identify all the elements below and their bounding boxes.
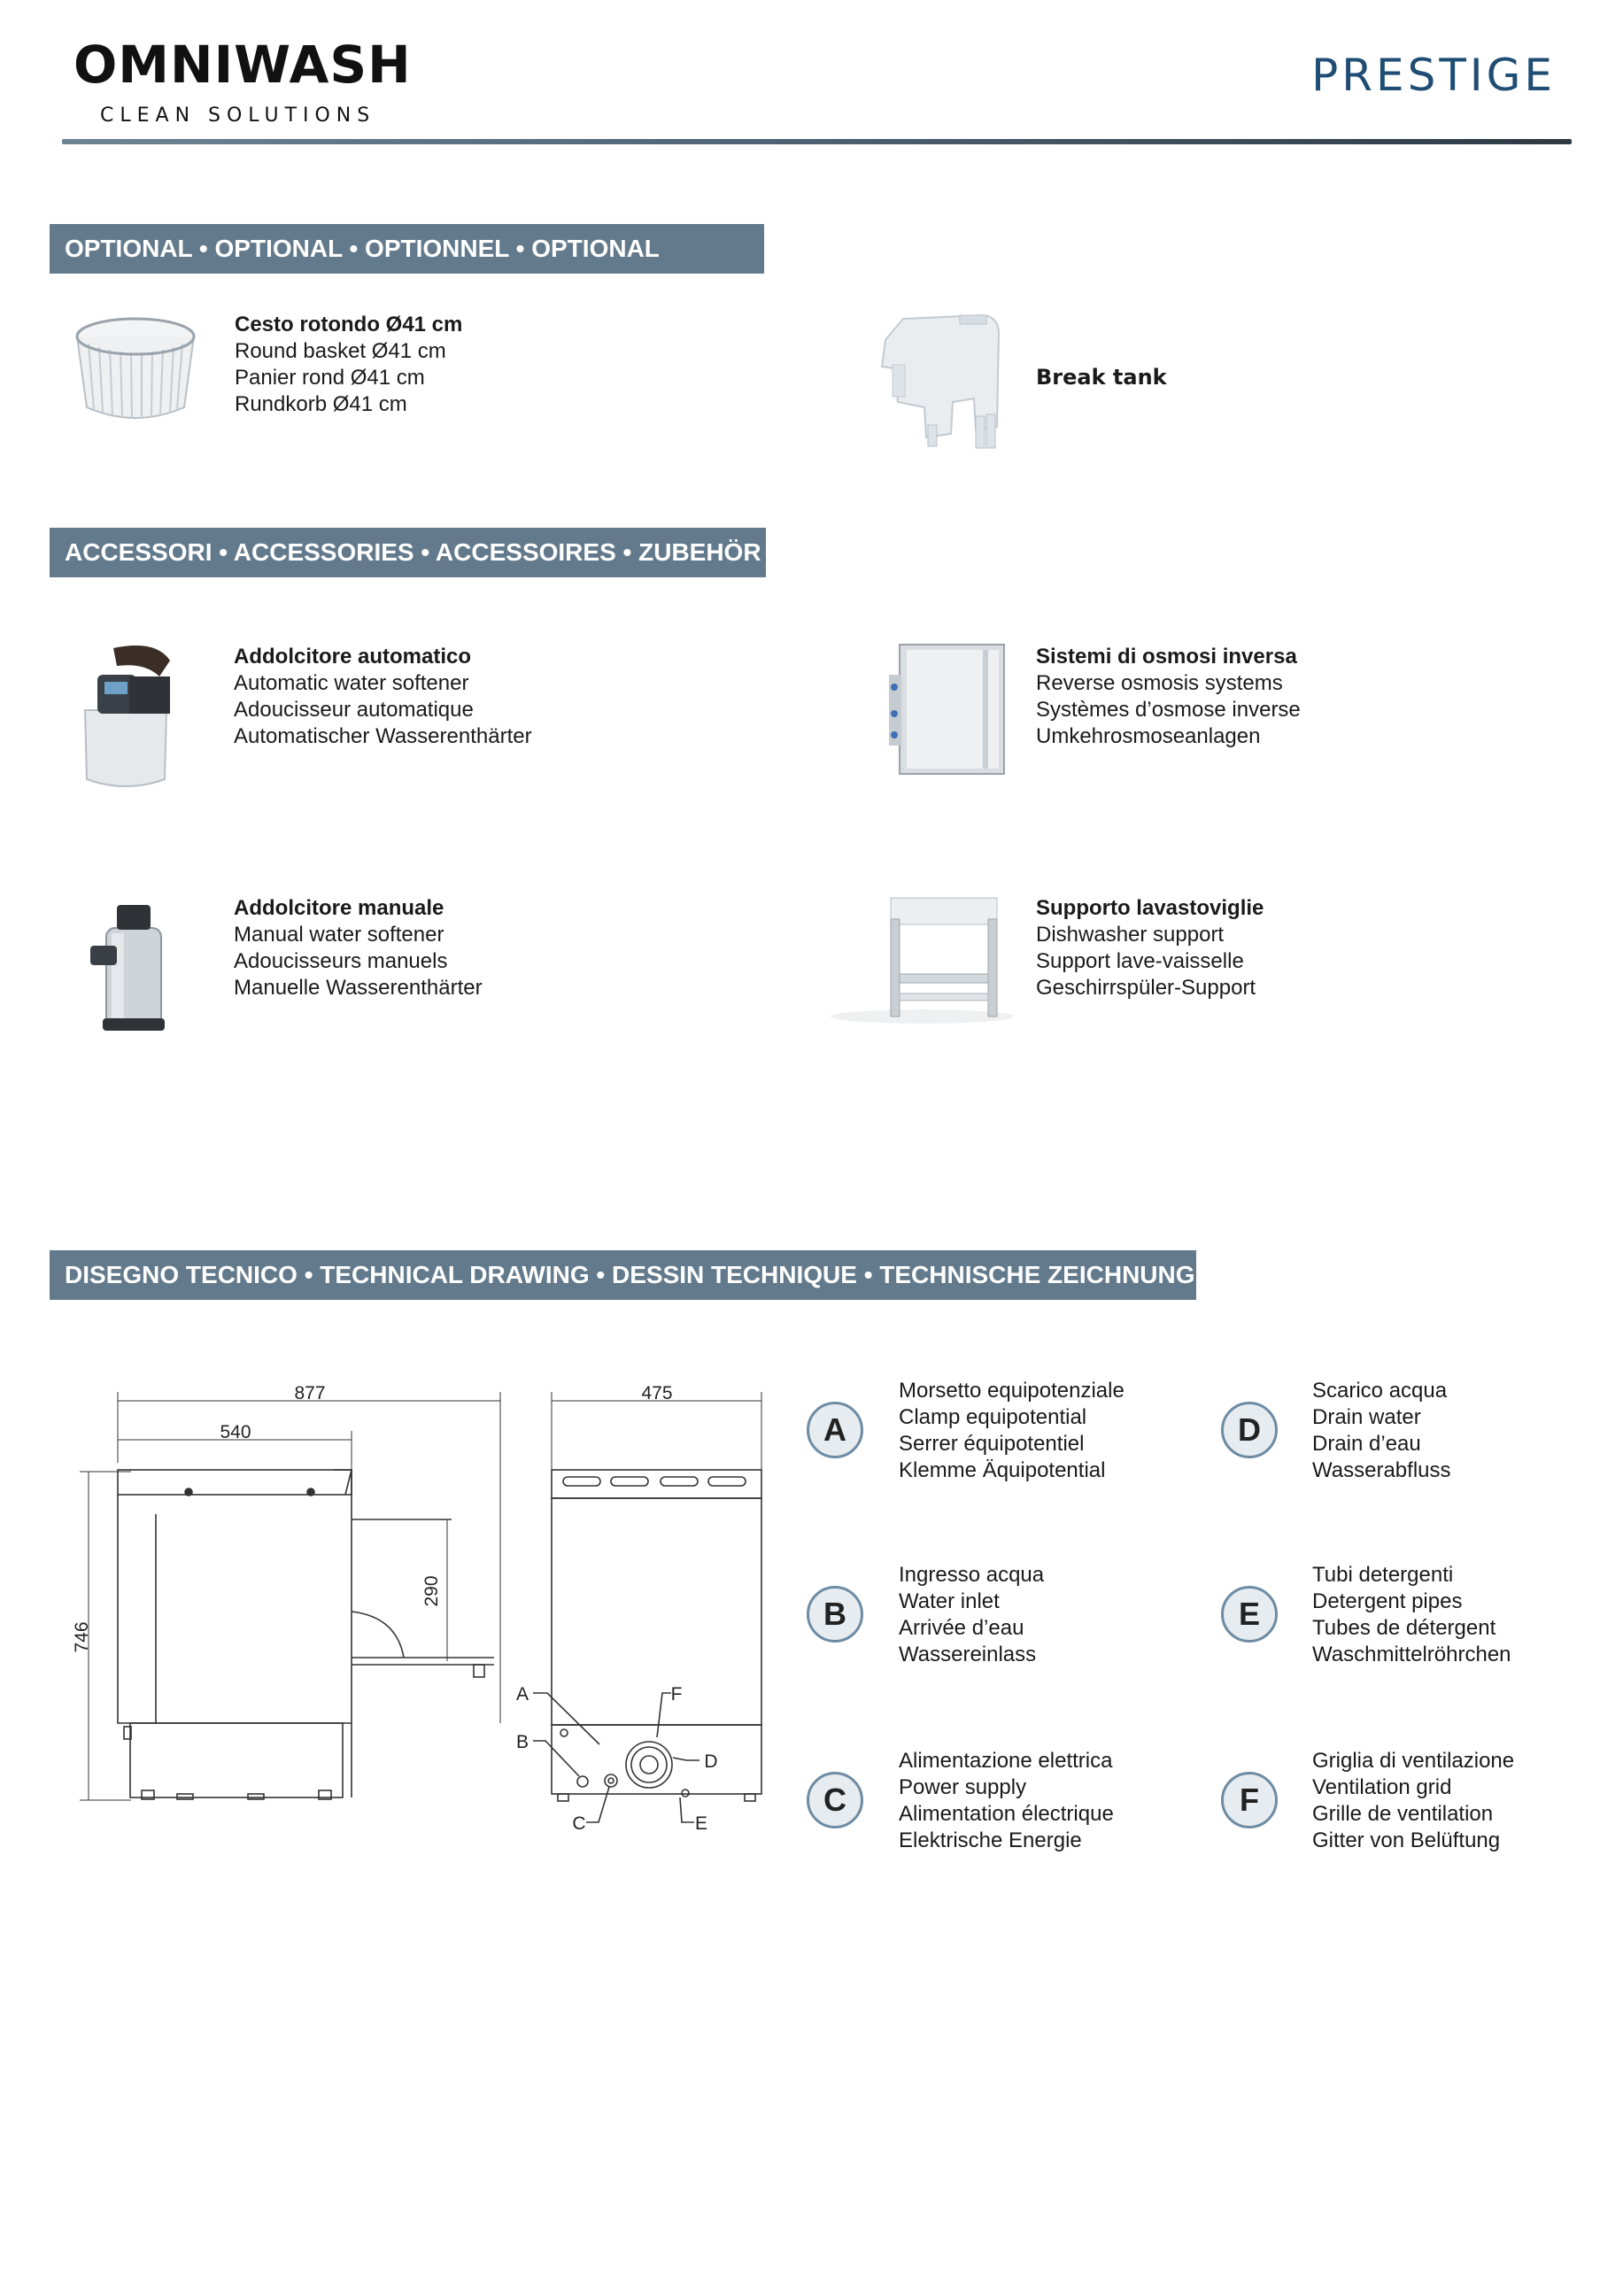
dim-total-width: 877 [294, 1383, 326, 1403]
header-divider [62, 139, 1572, 144]
manual-softener-image [85, 901, 182, 1036]
brand-name: PRESTIGE [1311, 50, 1556, 101]
legend-c-fr: Alimentation électrique [899, 1802, 1114, 1826]
legend-d-fr: Drain d’eau [1312, 1432, 1421, 1456]
legend-a-de: Klemme Äquipotential [899, 1458, 1106, 1482]
legend-e-text [1312, 1562, 1511, 1668]
legend-e-en: Detergent pipes [1312, 1589, 1463, 1613]
callout-c: C [572, 1813, 586, 1834]
round-basket-en: Round basket Ø41 cm [235, 339, 446, 363]
round-basket-title: Cesto rotondo Ø41 cm [235, 313, 463, 336]
legend-a-it: Morsetto equipotenziale [899, 1379, 1125, 1403]
round-basket-de: Rundkorb Ø41 cm [235, 392, 407, 416]
legend-b-it: Ingresso acqua [899, 1563, 1045, 1587]
callout-d: D [704, 1751, 718, 1772]
legend-d-badge: D [1221, 1402, 1278, 1458]
legend-d-it: Scarico acqua [1312, 1379, 1448, 1403]
osmosis-fr: Systèmes d’osmose inverse [1036, 698, 1301, 722]
legend-e-it: Tubi detergenti [1312, 1563, 1454, 1587]
drawing-section-title: DISEGNO TECNICO • TECHNICAL DRAWING • DESSIN TECHNIQUE • TECHNISCHE ZEICHNUNG [50, 1250, 1196, 1300]
legend-d-text [1312, 1378, 1451, 1484]
support-description [1036, 895, 1264, 1001]
legend-f-it: Griglia di ventilazione [1312, 1749, 1515, 1773]
dim-depth: 475 [641, 1383, 673, 1403]
dim-body-width: 540 [220, 1422, 251, 1442]
legend-e-de: Waschmittelröhrchen [1312, 1643, 1511, 1666]
callout-b: B [515, 1732, 529, 1752]
automatic-softener-image [78, 641, 175, 792]
technical-drawing [0, 1364, 797, 1842]
manual-softener-de: Manuelle Wasserenthärter [234, 976, 483, 1000]
osmosis-title: Sistemi di osmosi inversa [1036, 645, 1297, 669]
legend-c-badge: C [807, 1772, 863, 1828]
automatic-softener-title: Addolcitore automatico [234, 645, 472, 669]
legend-b-de: Wassereinlass [899, 1643, 1037, 1666]
legend-f-text [1312, 1748, 1514, 1854]
legend-f-badge: F [1221, 1772, 1278, 1828]
support-en: Dishwasher support [1036, 923, 1225, 947]
dim-height: 746 [72, 1621, 92, 1653]
callout-f: F [670, 1684, 683, 1705]
dim-door: 290 [421, 1575, 442, 1607]
automatic-softener-description [234, 644, 532, 750]
legend-c-en: Power supply [899, 1775, 1027, 1799]
osmosis-de: Umkehrosmoseanlagen [1036, 724, 1261, 748]
dishwasher-support-image [825, 893, 1013, 1025]
legend-e-fr: Tubes de détergent [1312, 1616, 1496, 1640]
legend-a-fr: Serrer équipotentiel [899, 1432, 1085, 1456]
legend-d-en: Drain water [1312, 1405, 1421, 1429]
osmosis-description [1036, 644, 1301, 750]
logo-tagline: CLEAN SOLUTIONS [100, 104, 376, 127]
legend-d-de: Wasserabfluss [1312, 1458, 1451, 1482]
legend-e-badge: E [1221, 1586, 1278, 1643]
manual-softener-description [234, 895, 483, 1001]
legend-a-badge: A [807, 1402, 863, 1458]
legend-b-text [899, 1562, 1044, 1668]
round-basket-description [235, 312, 462, 418]
osmosis-en: Reverse osmosis systems [1036, 671, 1283, 695]
legend-c-text [899, 1748, 1114, 1854]
manual-softener-title: Addolcitore manuale [234, 896, 444, 920]
manual-softener-en: Manual water softener [234, 923, 444, 947]
legend-f-de: Gitter von Belüftung [1312, 1828, 1501, 1852]
automatic-softener-de: Automatischer Wasserenthärter [234, 724, 532, 748]
logo-wordmark: OMNIWASH [73, 35, 412, 95]
support-fr: Support lave-vaisselle [1036, 949, 1244, 973]
round-basket-image [69, 308, 202, 432]
optional-section-title: OPTIONAL • OPTIONAL • OPTIONNEL • OPTIONAL [50, 224, 764, 274]
legend-a-en: Clamp equipotential [899, 1405, 1087, 1429]
support-title: Supporto lavastoviglie [1036, 896, 1264, 920]
support-de: Geschirrspüler-Support [1036, 976, 1256, 1000]
callout-e: E [694, 1813, 708, 1834]
osmosis-system-image [887, 639, 1011, 781]
callout-a: A [515, 1684, 529, 1705]
legend-a-text [899, 1378, 1125, 1484]
automatic-softener-fr: Adoucisseur automatique [234, 698, 474, 722]
round-basket-fr: Panier rond Ø41 cm [235, 366, 425, 390]
automatic-softener-en: Automatic water softener [234, 671, 469, 695]
break-tank-label: Break tank [1036, 365, 1167, 390]
break-tank-image [877, 310, 1009, 452]
legend-b-badge: B [807, 1586, 863, 1643]
legend-f-en: Ventilation grid [1312, 1775, 1452, 1799]
legend-c-it: Alimentazione elettrica [899, 1749, 1113, 1773]
manual-softener-fr: Adoucisseurs manuels [234, 949, 448, 973]
accessories-section-title: ACCESSORI • ACCESSORIES • ACCESSOIRES • ZUBEHÖR [50, 528, 766, 577]
legend-c-de: Elektrische Energie [899, 1828, 1082, 1852]
legend-f-fr: Grille de ventilation [1312, 1802, 1494, 1826]
legend-b-en: Water inlet [899, 1589, 1000, 1613]
legend-b-fr: Arrivée d’eau [899, 1616, 1024, 1640]
